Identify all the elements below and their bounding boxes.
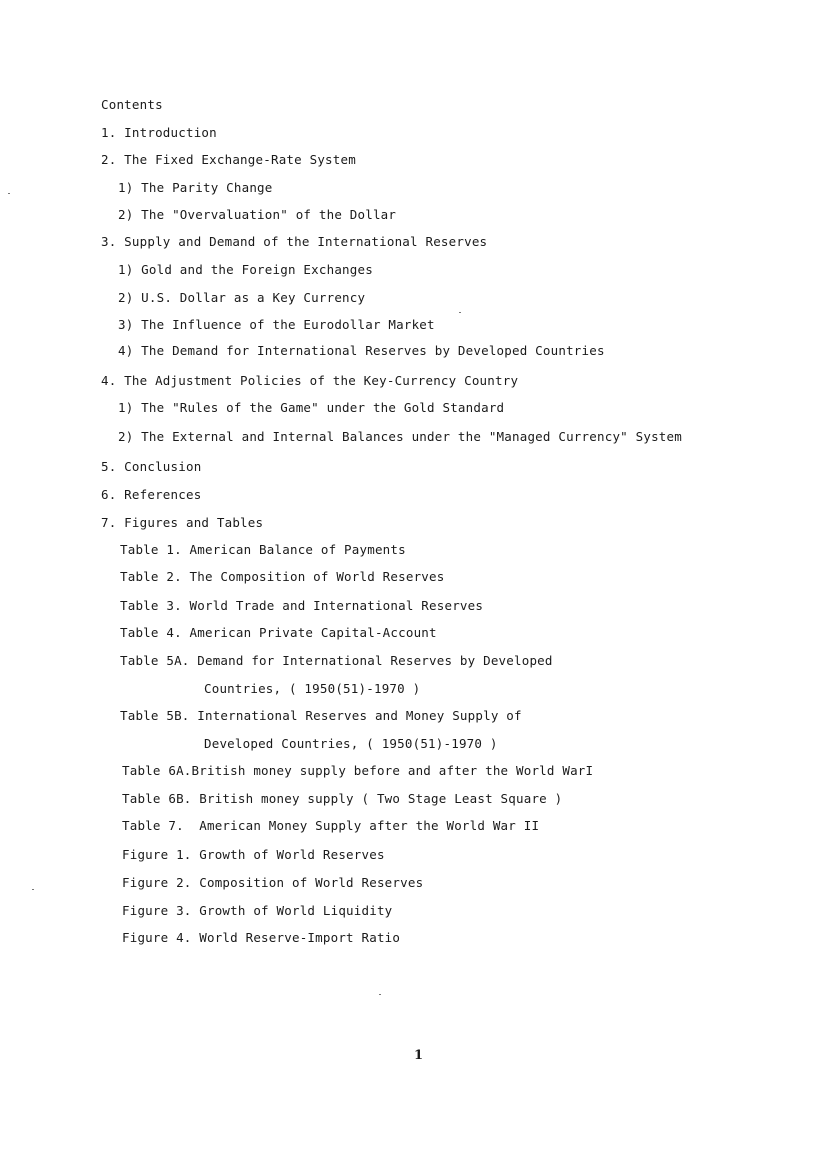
table-entry: Table 4. American Private Capital-Account (120, 625, 437, 640)
table-entry: Table 6A.British money supply before and after the World WarI (122, 763, 594, 778)
scan-speck (8, 193, 10, 194)
table-entry: Table 7. American Money Supply after the World War II (122, 818, 540, 833)
scan-speck (459, 312, 461, 313)
toc-subitem: 1) Gold and the Foreign Exchanges (118, 262, 373, 277)
toc-subitem: 3) The Influence of the Eurodollar Market (118, 317, 435, 332)
toc-item: 2. The Fixed Exchange-Rate System (101, 152, 356, 167)
toc-item: 5. Conclusion (101, 459, 202, 474)
toc-subitem: 2) U.S. Dollar as a Key Currency (118, 290, 366, 305)
table-entry: Table 3. World Trade and International Reserves (120, 598, 484, 613)
toc-item: 7. Figures and Tables (101, 515, 264, 530)
toc-item: 6. References (101, 487, 202, 502)
table-entry: Table 2. The Composition of World Reserves (120, 569, 445, 584)
figure-entry: Figure 4. World Reserve-Import Ratio (122, 930, 401, 945)
toc-subitem: 2) The External and Internal Balances under the "Managed Currency" System (118, 429, 682, 444)
figure-entry: Figure 1. Growth of World Reserves (122, 847, 385, 862)
toc-item: 1. Introduction (101, 125, 217, 140)
toc-subitem: 1) The Parity Change (118, 180, 273, 195)
page-number: 1 (414, 1048, 424, 1063)
toc-item: 4. The Adjustment Policies of the Key-Currency Country (101, 373, 519, 388)
table-entry: Table 1. American Balance of Payments (120, 542, 406, 557)
table-entry: Table 6B. British money supply ( Two Stage Least Square ) (122, 791, 563, 806)
scan-speck (379, 994, 381, 995)
table-entry-continuation: Developed Countries, ( 1950(51)-1970 ) (204, 736, 498, 751)
scan-speck (32, 889, 34, 890)
table-entry: Table 5A. Demand for International Reserves by Developed (120, 653, 553, 668)
table-entry: Table 5B. International Reserves and Money Supply of (120, 708, 522, 723)
toc-subitem: 2) The "Overvaluation" of the Dollar (118, 207, 397, 222)
figure-entry: Figure 2. Composition of World Reserves (122, 875, 424, 890)
toc-subitem: 1) The "Rules of the Game" under the Gold Standard (118, 400, 505, 415)
contents-heading: Contents (101, 97, 163, 112)
toc-item: 3. Supply and Demand of the International Reserves (101, 234, 488, 249)
figure-entry: Figure 3. Growth of World Liquidity (122, 903, 393, 918)
table-entry-continuation: Countries, ( 1950(51)-1970 ) (204, 681, 421, 696)
toc-subitem: 4) The Demand for International Reserves by Developed Countries (118, 343, 605, 358)
